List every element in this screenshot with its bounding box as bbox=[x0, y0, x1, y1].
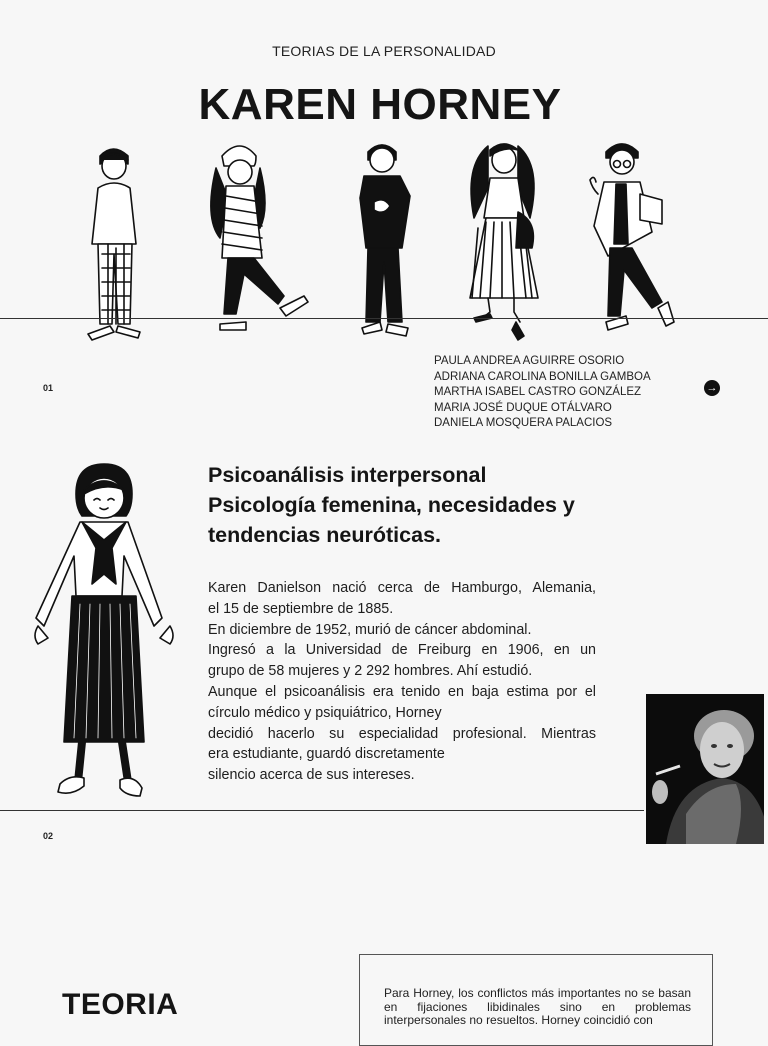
person-figure bbox=[470, 144, 538, 340]
body-line: Karen Danielson nació cerca de Hamburgo, Alemania, bbox=[208, 580, 596, 596]
authors-list bbox=[434, 354, 651, 432]
author-name: DANIELA MOSQUERA PALACIOS bbox=[434, 417, 613, 430]
person-figure bbox=[211, 146, 308, 330]
divider-line-top bbox=[0, 318, 768, 319]
heading-line: Psicología femenina, necesidades y bbox=[208, 493, 575, 517]
author-name: MARTHA ISABEL CASTRO GONZÁLEZ bbox=[434, 386, 642, 399]
section-heading bbox=[208, 460, 628, 550]
body-line: grupo de 58 mujeres y 2 292 hombres. Ahí estudió. bbox=[208, 663, 533, 680]
person-figure bbox=[88, 149, 140, 340]
next-slide-button[interactable] bbox=[704, 380, 720, 396]
body-line: el 15 de septiembre de 1885. bbox=[208, 600, 394, 617]
body-line: decidió hacerlo su especialidad profesional. Mientras bbox=[208, 725, 596, 742]
presentation-title: KAREN HORNEY bbox=[198, 80, 562, 129]
divider-line-middle bbox=[0, 810, 644, 811]
page-number: 02 bbox=[43, 831, 54, 841]
box-text: Para Horney, los conflictos más importantes no se basan en fijaciones libidinales sino en problemas interpersonales no resueltos. Horney coincidió con bbox=[384, 986, 691, 1027]
body-line: era estudiante, guardó discretamente bbox=[208, 746, 445, 763]
body-line: Ingresó a la Universidad de Freiburg en 1906, en un bbox=[208, 642, 596, 659]
section-title: TEORIA bbox=[62, 988, 179, 1021]
body-line: silencio acerca de sus intereses. bbox=[208, 767, 415, 784]
author-name: PAULA ANDREA AGUIRRE OSORIO bbox=[434, 355, 625, 367]
person-figure bbox=[590, 144, 674, 330]
portrait-photo bbox=[646, 694, 764, 844]
heading-line: tendencias neuróticas. bbox=[208, 523, 441, 547]
page-number: 01 bbox=[43, 383, 54, 393]
biography-text bbox=[208, 578, 596, 786]
presentation-subtitle: TEORIAS DE LA PERSONALIDAD bbox=[272, 43, 496, 59]
woman-illustration bbox=[24, 464, 184, 809]
person-figure bbox=[360, 145, 410, 336]
text-box bbox=[359, 954, 713, 1046]
arrow-right-icon: → bbox=[706, 382, 718, 394]
body-line: En diciembre de 1952, murió de cáncer abdominal. bbox=[208, 621, 532, 638]
author-name: MARIA JOSÉ DUQUE OTÁLVARO bbox=[434, 401, 612, 414]
people-illustration bbox=[70, 138, 710, 348]
body-line: círculo médico y psiquiátrico, Horney bbox=[208, 704, 442, 721]
author-name: ADRIANA CAROLINA BONILLA GAMBOA bbox=[434, 370, 651, 383]
body-line: Aunque el psicoanálisis era tenido en baja estima por el bbox=[208, 683, 596, 700]
heading-line: Psicoanálisis interpersonal bbox=[208, 463, 487, 487]
